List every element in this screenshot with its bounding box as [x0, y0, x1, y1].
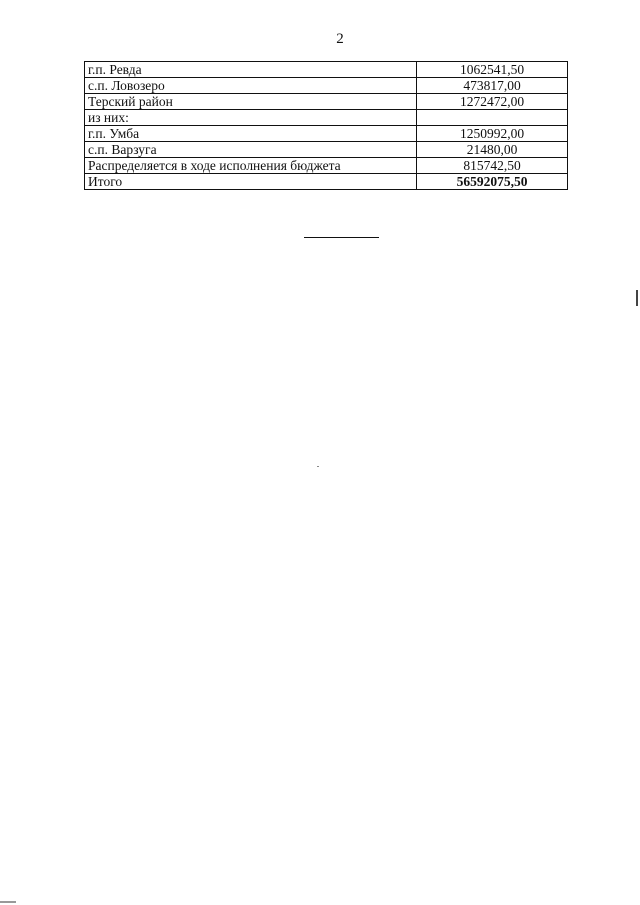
budget-table [84, 61, 568, 190]
row-name: г.п. Умба [85, 126, 417, 142]
row-name: с.п. Ловозеро [85, 78, 417, 94]
table-row [85, 126, 568, 142]
row-name: Терский район [85, 94, 417, 110]
row-amount: 1062541,50 [417, 62, 568, 78]
table-row [85, 62, 568, 78]
table-row [85, 94, 568, 110]
row-amount: 21480,00 [417, 142, 568, 158]
row-name: г.п. Ревда [85, 62, 417, 78]
total-amount: 56592075,50 [417, 174, 568, 190]
table-row [85, 142, 568, 158]
scan-corner-mark [0, 901, 16, 903]
row-amount: 1250992,00 [417, 126, 568, 142]
end-of-document-rule [304, 237, 379, 238]
row-amount: 473817,00 [417, 78, 568, 94]
row-amount [417, 110, 568, 126]
row-amount: 1272472,00 [417, 94, 568, 110]
row-name: с.п. Варзуга [85, 142, 417, 158]
scan-artifact-dot [317, 466, 319, 467]
row-name: Распределяется в ходе исполнения бюджета [85, 158, 417, 174]
page-number: 2 [336, 31, 344, 47]
table-row [85, 78, 568, 94]
row-name: из них: [85, 110, 417, 126]
table-row [85, 158, 568, 174]
total-row [85, 174, 568, 190]
total-label: Итого [85, 174, 417, 190]
row-amount: 815742,50 [417, 158, 568, 174]
table-row [85, 110, 568, 126]
scan-edge-mark [636, 290, 638, 306]
